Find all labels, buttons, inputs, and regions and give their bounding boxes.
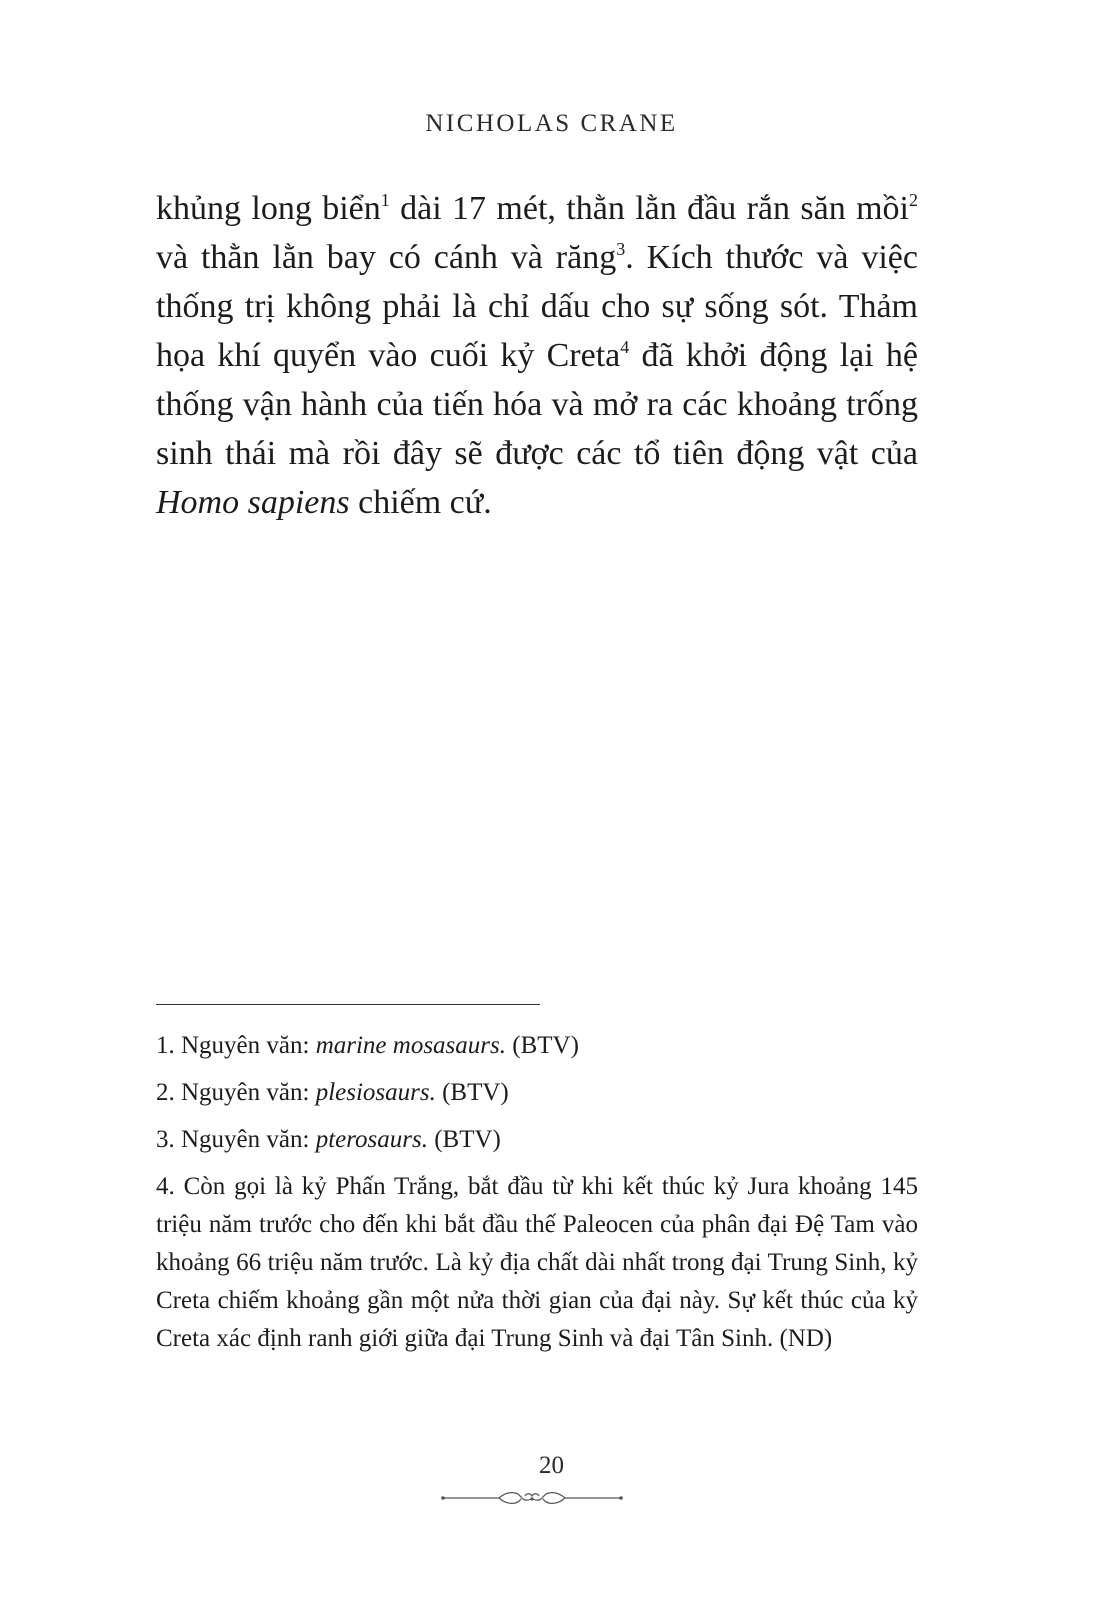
footnote-label: 3. Nguyên văn: bbox=[156, 1126, 316, 1153]
footnote-4: 4. Còn gọi là kỷ Phấn Trắng, bắt đầu từ khi kết thúc kỷ Jura khoảng 145 triệu năm trước cho đến khi bắt đầu thế Paleocen của phân đại Đệ Tam vào khoảng 66 triệu năm trước. Là kỷ địa chất dài nhất trong đại Trung Sinh, kỷ Creta chiếm khoảng gần một nửa thời gian của đại này. Sự kết thúc của kỷ Creta xác định ranh giới giữa đại Trung Sinh và đại Tân Sinh. (ND) bbox=[156, 1173, 918, 1352]
running-head: NICHOLAS CRANE bbox=[425, 110, 678, 137]
footnote-1 bbox=[156, 1027, 918, 1065]
footnote-source: (BTV) bbox=[506, 1032, 579, 1059]
footnote-source: (BTV) bbox=[435, 1079, 509, 1106]
footnote-ref-3[interactable]: 3 bbox=[616, 239, 626, 259]
flourish-ornament-icon bbox=[437, 1487, 627, 1509]
body-text-segment: . Kích thước và việc thống trị không phải là chỉ dấu cho sự sống sót. Thảm họa khí quyển vào cuối kỷ Creta bbox=[156, 239, 918, 374]
footnote-label: 1. Nguyên văn: bbox=[156, 1032, 316, 1059]
footnote-divider bbox=[156, 1004, 540, 1005]
footnote-ref-1[interactable]: 1 bbox=[380, 190, 390, 210]
footnote-term: plesiosaurs. bbox=[315, 1079, 436, 1106]
body-text-segment: dài 17 mét, thằn lằn đầu rắn săn mồi bbox=[389, 190, 909, 227]
footnote-term: pterosaurs. bbox=[315, 1126, 428, 1153]
body-paragraph bbox=[156, 184, 918, 527]
footnote-list bbox=[156, 1027, 918, 1367]
body-text-segment: đã khởi động lại hệ thống vận hành của tiến hóa và mở ra các khoảng trống sinh thái mà rồi đây sẽ được các tổ tiên động vật của bbox=[156, 337, 918, 472]
body-text-segment: khủng long biển bbox=[156, 190, 381, 227]
body-text-segment: chiếm cứ. bbox=[349, 484, 492, 521]
species-name: Homo sapiens bbox=[156, 484, 350, 521]
footnote-3 bbox=[156, 1121, 918, 1159]
footnote-ref-2[interactable]: 2 bbox=[909, 190, 918, 210]
footnote-term: marine mosasaurs. bbox=[315, 1032, 506, 1059]
body-text-segment: và thằn lằn bay có cánh và răng bbox=[156, 239, 617, 276]
page-number: 20 bbox=[539, 1452, 564, 1479]
footnote-label: 2. Nguyên văn: bbox=[156, 1079, 316, 1106]
footnote-ref-4[interactable]: 4 bbox=[620, 337, 630, 357]
footnote-2 bbox=[156, 1074, 918, 1112]
footnote-source: (BTV) bbox=[427, 1126, 501, 1153]
